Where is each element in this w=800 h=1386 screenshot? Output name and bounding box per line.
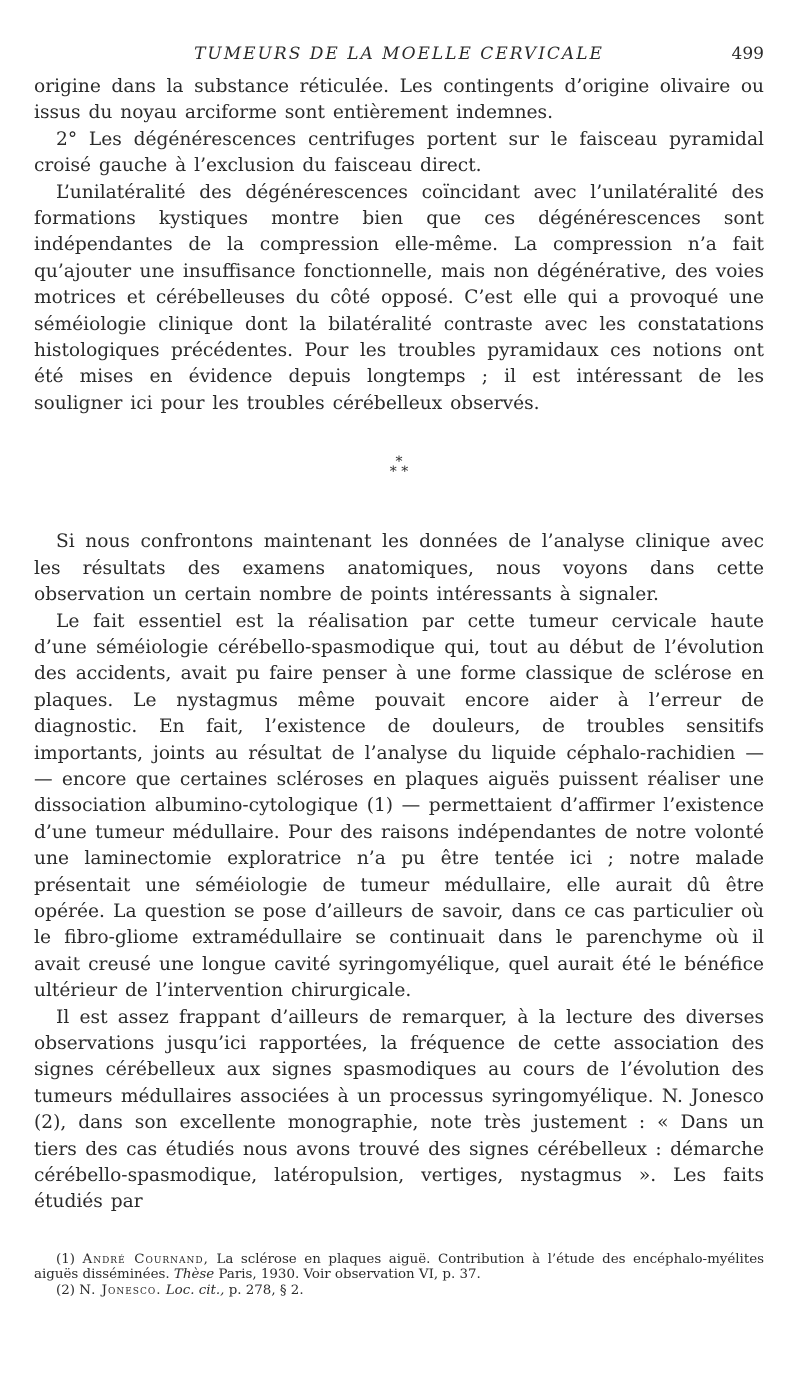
paragraph-5: Le fait essentiel est la réalisation par cette tumeur cervicale haute d’une séméiologie cérébello-spasmodique qui, tout au début de l’évolution des accidents, avait pu faire penser à une forme classique de sclérose en plaques. Le nystagmus même pouvait encore aider à l’erreur de diagnostic. En fait, l’existence de douleurs, de troubles sensitifs importants, joints au résultat de l’analyse du liquide céphalo-rachidien — — encore que certaines scléroses en plaques aiguës puissent réaliser une dissociation albumino-cytologique (1) — permettaient d’affirmer l’existence d’une tumeur médullaire. Pour des raisons indépendantes de notre volonté une laminectomie exploratrice n’a pu être tentée ici ; notre malade présentait une séméiologie de tumeur médullaire, elle aurait dû être opérée. La question se pose d’ailleurs de savoir, dans ce cas particulier où le fibro-gliome extramédullaire se continuait dans le parenchyme où il avait creusé une longue cavité syringomyélique, quel aurait été le bénéfice ultérieur de l’intervention chirurgicale. (34, 610, 764, 1002)
footnote-1-thesis: Thèse (173, 1267, 215, 1283)
footnote-1-marker: (1) (56, 1251, 75, 1267)
paragraph-3: L’unilatéralité des dégénérescences coïncidant avec l’unilatéralité des formations kystiques montre bien que ces dégénérescences sont indépendantes de la compression elle-même. La compression n’a fait qu’ajouter une insuffisance fonctionnelle, mais non dégénérative, des voies motrices et cérébelleuses du côté opposé. C’est elle qui a provoqué une séméiologie clinique dont la bilatéralité contraste avec les constatations histologiques précédentes. Pour les troubles pyramidaux ces notions ont été mises en évidence depuis longtemps ; il est intéressant de les souligner ici pour les troubles cérébelleux observés. (34, 181, 764, 414)
page-header (34, 40, 764, 74)
paragraph-1: origine dans la substance réticulée. Les contingents d’origine olivaire ou issus du noyau arciforme sont entièrement indemnes. (34, 76, 764, 124)
footnote-2-text: p. 278, § 2. (228, 1282, 304, 1298)
footnote-2-loc: Loc. cit., (165, 1282, 225, 1298)
running-title: TUMEURS DE LA MOELLE CERVICALE (194, 44, 604, 64)
paragraph-2: 2° Les dégénérescences centrifuges portent sur le faisceau pyramidal croisé gauche à l’exclusion du faisceau direct. (34, 128, 764, 177)
document-page (34, 40, 764, 1298)
page-number: 499 (731, 44, 764, 64)
footnote-2-marker: (2) (56, 1282, 75, 1298)
footnote-1 (34, 1252, 764, 1283)
section-separator (34, 454, 764, 481)
footnotes (34, 1252, 764, 1299)
footnote-2 (34, 1283, 764, 1299)
footnote-1-author: André Cournand, (82, 1251, 209, 1267)
separator-asterisks: * * * (389, 454, 409, 481)
footnote-1-text-a: La sclérose en plaques aiguë. Contribution à l’étude des encéphalo-myélites aiguës disséminées. (34, 1251, 764, 1283)
paragraph-4: Si nous confrontons maintenant les données de l’analyse clinique avec les résultats des examens anatomiques, nous voyons dans cette observation un certain nombre de points intéressants à signaler. (34, 531, 764, 606)
footnote-1-text-b: Paris, 1930. Voir observation VI, p. 37. (218, 1267, 481, 1283)
footnote-2-author: N. Jonesco. (79, 1282, 162, 1298)
paragraph-6: Il est assez frappant d’ailleurs de remarquer, à la lecture des diverses observations jusqu’ici rapportées, la fréquence de cette association des signes cérébelleux aux signes spasmodiques au cours de l’évolution des tumeurs médullaires associées à un processus syringomyélique. N. Jonesco (2), dans son excellente monographie, note très justement : « Dans un tiers des cas étudiés nous avons trouvé des signes cérébelleux : démarche cérébello-spasmodique, latéropulsion, vertiges, nystagmus ». Les faits étudiés par (34, 1006, 764, 1213)
